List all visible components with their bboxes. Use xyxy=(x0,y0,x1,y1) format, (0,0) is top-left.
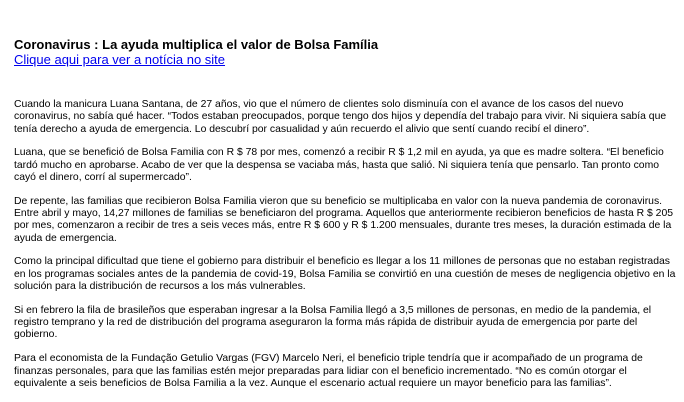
text-line: ayuda de emergencia. xyxy=(14,232,117,244)
paragraph-1 xyxy=(14,99,670,136)
text-line: Luana, que se benefició de Bolsa Familia con R $ 78 por mes, comenzó a recibir R $ 1,2 mil en ayuda, ya que es madre soltera. “El beneficio xyxy=(14,147,664,159)
paragraph-6 xyxy=(14,353,670,390)
article xyxy=(14,37,676,402)
text-line: Cuando la manicura Luana Santana, de 27 años, vio que el número de clientes solo disminuía con el avance de los casos del nuevo xyxy=(14,99,624,110)
text-line: De repente, las familias que recibieron Bolsa Familia vieron que su beneficio se multiplicaba en valor con la nueva pandemia de coronavirus. xyxy=(14,195,663,207)
text-line: por mes, comenzaron a recibir de tres a seis veces más, entre R $ 600 y R $ 1.200 mensuales, durante tres meses, la duración estimada de la xyxy=(14,220,672,232)
text-line: solución para la distribución de recursos a los más vulnerables. xyxy=(14,281,306,293)
view-news-link[interactable]: Clique aqui para ver a notícia no site xyxy=(14,52,226,67)
text-line: Entre abril y mayo, 14,27 millones de familias se beneficiaron del programa. Aquellos que anteriormente recibieron beneficios de hasta R $ 205 xyxy=(14,208,674,220)
text-line: equivalente a seis beneficios de Bolsa Familia a la vez. Aunque el escenario actual requiere un mayor beneficio para las familias”. xyxy=(14,377,612,389)
text-line: finanzas personales, para que las familias estén mejor preparadas para lidiar con el beneficio incrementado. “No es común otorgar el xyxy=(14,365,627,377)
text-line: Si en febrero la fila de brasileños que esperaban ingresar a la Bolsa Familia llegó a 3,5 millones de personas, en medio de la pandemia, el xyxy=(14,304,652,316)
paragraph-3 xyxy=(14,195,674,245)
paragraph-4 xyxy=(14,256,676,293)
article-title: Coronavirus : La ayuda multiplica el valor de Bolsa Família xyxy=(14,37,379,52)
text-line: tenía derecho a ayuda de emergencia. Lo descubrí por casualidad y aún recuerdo el alivio que sentí cuando recibí el dinero”. xyxy=(14,123,590,135)
text-line: coronavirus, no sabía qué hacer. “Todos estaban preocupados, porque tengo dos hijos y dependía del trabajo para vivir. Ni siquiera sabía que xyxy=(14,111,667,123)
text-line: registro temprano y la red de distribución del programa aseguraron la forma más rápida de distribuir ayuda de emergencia por parte del xyxy=(14,317,638,329)
text-line: Para el economista de la Fundação Getulio Vargas (FGV) Marcelo Neri, el beneficio triple tendría que ir acompañado de un programa de xyxy=(14,353,643,365)
article-body xyxy=(14,99,676,390)
text-line: tardó mucho en aprobarse. Acabo de ver que la despensa se vaciaba más, hasta que salió. Ni siquiera tenía que pensarlo. Tan pronto como xyxy=(14,159,660,171)
text-line: Como la principal dificultad que tiene el gobierno para distribuir el beneficio es llegar a los 11 millones de personas que no estaban registradas xyxy=(14,256,670,268)
text-line: cayó el dinero, corrí al supermercado”. xyxy=(14,171,192,183)
text-line: en los programas sociales antes de la pandemia de covid-19, Bolsa Familia se convirtió en una cuestión de meses de negligencia objetivo en la xyxy=(14,268,676,280)
paragraph-5 xyxy=(14,305,670,342)
text-line: gobierno. xyxy=(14,329,58,341)
paragraph-2 xyxy=(14,147,670,184)
